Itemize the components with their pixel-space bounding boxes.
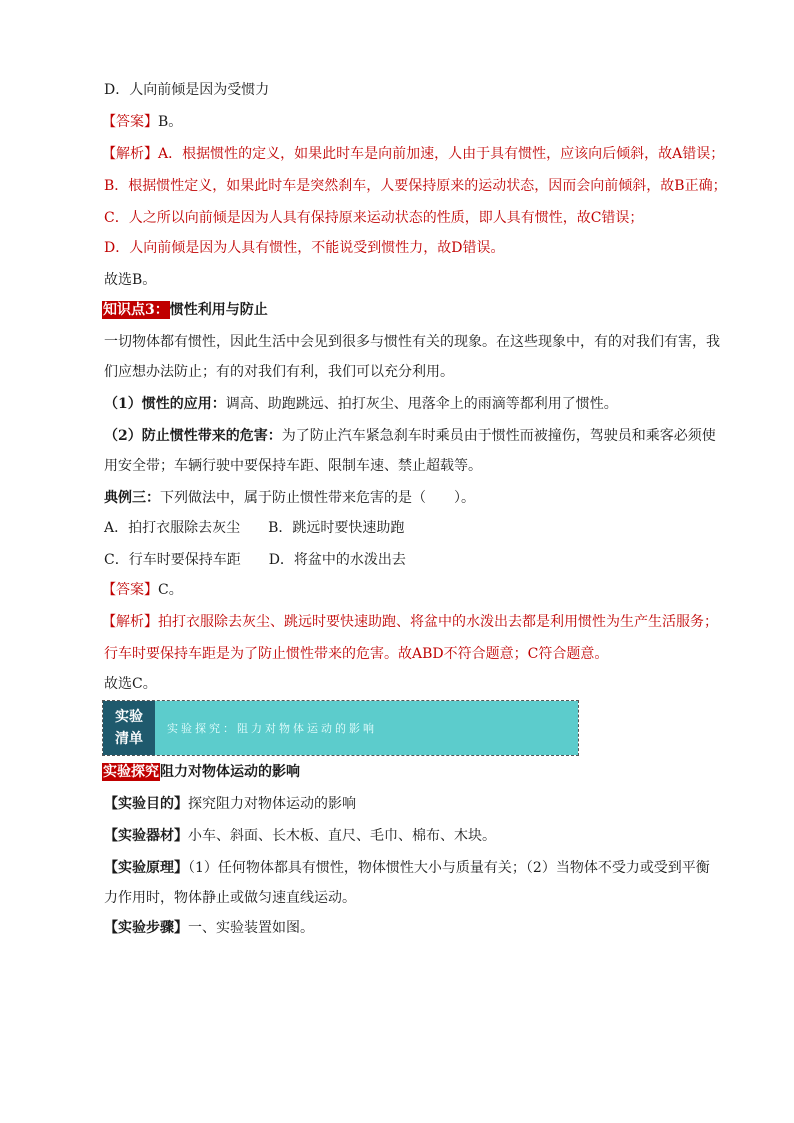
steps-line: 【实验步骤】一、实验装置如图。: [104, 920, 314, 936]
purpose-line: 【实验目的】探究阻力对物体运动的影响: [104, 796, 356, 812]
experiment-tag: 实验探究: [103, 764, 159, 780]
choose-2: 故选C。: [104, 676, 157, 692]
prevention-line: （2）防止惯性带来的危害：为了防止汽车紧急刹车时乘员由于惯性而被撞伤，驾驶员和乘客必须使: [104, 428, 716, 444]
answer-1: 【答案】B。: [102, 114, 183, 130]
paragraph-1b: 们应想办法防止；有的对我们有利，我们可以充分利用。: [104, 364, 454, 380]
choose-1: 故选B。: [104, 272, 157, 288]
banner-title: 实验探究：阻力对物体运动的影响: [155, 701, 578, 755]
experiment-heading: 实验探究阻力对物体运动的影响: [103, 764, 300, 780]
example-3: 典例三：下列做法中，属于防止惯性带来危害的是（ ）。: [104, 490, 475, 506]
options-ab: A．拍打衣服除去灰尘 B．跳远时要快速助跑: [104, 520, 405, 536]
analysis-1-d: D．人向前倾是因为人具有惯性，不能说受到惯性力，故D错误。: [104, 240, 505, 256]
equipment-line: 【实验器材】小车、斜面、长木板、直尺、毛巾、棉布、木块。: [104, 828, 496, 844]
principle-line: 【实验原理】（1）任何物体都具有惯性，物体惯性大小与质量有关；（2）当物体不受力或受到平衡: [104, 860, 710, 876]
answer-2: 【答案】C。: [102, 582, 183, 598]
paragraph-1: 一切物体都有惯性，因此生活中会见到很多与惯性有关的现象。在这些现象中，有的对我们有害，我: [104, 334, 720, 350]
application-line: （1）惯性的应用：调高、助跑跳远、拍打灰尘、甩落伞上的雨滴等都利用了惯性。: [104, 396, 618, 412]
analysis-1-b: B．根据惯性定义，如果此时车是突然刹车，人要保持原来的运动状态，因而会向前倾斜，故B正确；: [104, 178, 727, 194]
analysis-2b: 行车时要保持车距是为了防止惯性带来的危害。故ABD不符合题意；C符合题意。: [104, 646, 609, 662]
option-d-line: D．人向前倾是因为受惯力: [104, 82, 270, 98]
knowledge-point-tag: 知识点3：: [103, 302, 169, 318]
experiment-list-banner: [102, 700, 579, 756]
analysis-2: 【解析】拍打衣服除去灰尘、跳远时要快速助跑、将盆中的水泼出去都是利用惯性为生产生活服务；: [102, 614, 718, 630]
analysis-1-a: 【解析】A．根据惯性的定义，如果此时车是向前加速，人由于具有惯性，应该向后倾斜，故A错误；: [102, 146, 725, 162]
knowledge-point-heading: 知识点3：惯性利用与防止: [103, 302, 268, 318]
principle-line-2: 力作用时，物体静止或做匀速直线运动。: [104, 890, 356, 906]
analysis-1-c: C．人之所以向前倾是因为人具有保持原来运动状态的性质，即人具有惯性，故C错误；: [104, 210, 644, 226]
prevention-line-2: 用安全带；车辆行驶中要保持车距、限制车速、禁止超载等。: [104, 458, 482, 474]
options-cd: C．行车时要保持车距 D．将盆中的水泼出去: [104, 552, 406, 568]
banner-label: 实验 清单: [103, 701, 155, 755]
answer-tag: 【答案】: [102, 114, 158, 130]
